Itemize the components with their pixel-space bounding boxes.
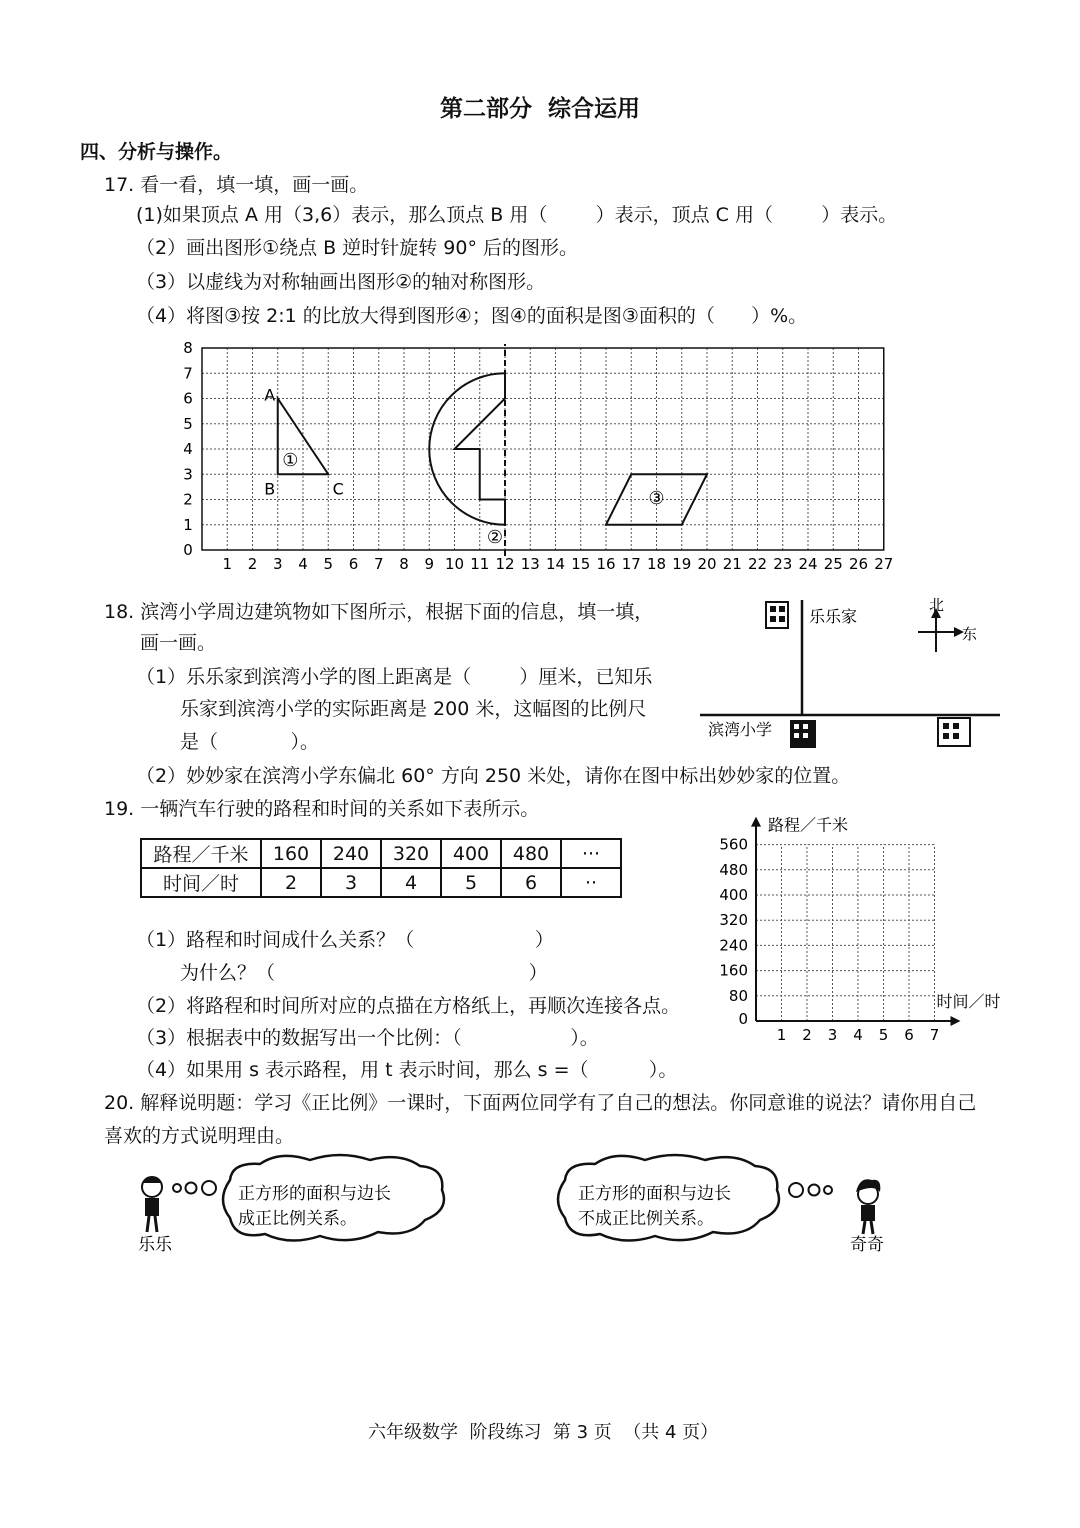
q17-part3: （3）以虚线为对称轴画出图形②的轴对称图形。 <box>136 271 546 293</box>
table-cell: ··· <box>561 839 621 868</box>
x-tick-label: 19 <box>672 555 692 573</box>
distance-time-table <box>140 838 622 898</box>
y-tick-label: 5 <box>183 414 193 433</box>
table-cell: 6 <box>501 868 561 897</box>
x-tick-label: 1 <box>222 555 233 573</box>
building-icon <box>938 718 970 746</box>
q17-part1: (1)如果顶点 A 用（3,6）表示，那么顶点 B 用（ ）表示，顶点 C 用（ ）表示。 <box>136 204 898 226</box>
q19-intro: 19. 一辆汽车行驶的路程和时间的关系如下表所示。 <box>104 798 540 820</box>
x-tick-label: 6 <box>348 555 359 573</box>
q20-line2: 喜欢的方式说明理由。 <box>104 1125 295 1147</box>
table-row <box>141 868 621 897</box>
x-tick-label: 6 <box>904 1026 914 1044</box>
left-bubble-line1: 正方形的面积与边长 <box>238 1184 391 1204</box>
y-tick-label: 7 <box>183 364 193 383</box>
q18-part1-line3: 是（ ）。 <box>180 731 319 753</box>
x-tick-label: 24 <box>798 555 818 573</box>
y-tick-label: 160 <box>719 961 748 980</box>
x-tick-label: 22 <box>747 555 768 573</box>
q19-part1-why: 为什么？（ ） <box>180 962 548 984</box>
q19-part4: （4）如果用 s 表示路程，用 t 表示时间，那么 s =（ ）。 <box>136 1059 678 1081</box>
x-tick-label: 20 <box>697 555 717 573</box>
x-tick-label: 11 <box>470 555 490 573</box>
distance-time-grid <box>710 800 1030 1050</box>
x-tick-label: 2 <box>802 1026 812 1044</box>
x-tick-label: 25 <box>823 555 843 573</box>
table-cell: 160 <box>261 839 321 868</box>
shape-1-label: ① <box>282 450 299 472</box>
q19-part3: （3）根据表中的数据写出一个比例：（ ）。 <box>136 1027 599 1049</box>
x-tick-label: 21 <box>722 555 742 573</box>
y-tick-label: 0 <box>183 541 193 559</box>
right-bubble-line2: 不成正比例关系。 <box>578 1209 714 1229</box>
page-title: 第二部分 综合运用 <box>440 96 641 122</box>
east-label: 东 <box>962 625 978 643</box>
x-tick-label: 9 <box>424 555 435 573</box>
x-tick-label: 1 <box>776 1026 787 1044</box>
location-map <box>700 590 1020 755</box>
y-tick-label: 480 <box>719 860 748 879</box>
x-tick-label: 2 <box>247 555 258 573</box>
school-building-icon <box>790 720 816 748</box>
y-tick-label: 560 <box>719 835 748 854</box>
y-tick-label: 4 <box>183 440 193 458</box>
x-tick-label: 8 <box>399 555 409 573</box>
table-cell: 480 <box>501 839 561 868</box>
x-tick-label: 15 <box>571 555 591 573</box>
q18-part1-line1: （1）乐乐家到滨湾小学的图上距离是（ ）厘米，已知乐 <box>136 666 653 688</box>
table-cell: 320 <box>381 839 441 868</box>
x-tick-label: 3 <box>827 1026 838 1044</box>
q19-part2: （2）将路程和时间所对应的点描在方格纸上，再顺次连接各点。 <box>136 995 681 1017</box>
x-axis-label: 时间／时 <box>936 992 1001 1011</box>
row-header: 时间／时 <box>141 868 261 897</box>
q17-intro: 17. 看一看，填一填，画一画。 <box>104 174 369 196</box>
q18-intro-line2: 画一画。 <box>140 632 217 654</box>
x-tick-label: 26 <box>848 555 869 573</box>
y-tick-label: 8 <box>183 339 193 357</box>
x-tick-label: 3 <box>272 555 283 573</box>
x-tick-label: 5 <box>323 555 334 573</box>
x-tick-label: 7 <box>373 555 384 573</box>
table-cell: 240 <box>321 839 381 868</box>
y-axis-arrow <box>751 817 761 827</box>
home-label: 乐乐家 <box>809 607 858 626</box>
x-tick-label: 14 <box>545 555 566 573</box>
vertex-a-label: A <box>264 385 276 405</box>
q20-line1: 20. 解释说明题：学习《正比例》一课时，下面两位同学有了自己的想法。你同意谁的说法？请你用自己 <box>104 1092 977 1114</box>
table-cell: 4 <box>381 868 441 897</box>
home-building-icon <box>766 602 788 628</box>
y-tick-label: 1 <box>183 515 193 534</box>
q18-part1-line2: 乐家到滨湾小学的实际距离是 200 米，这幅图的比例尺 <box>180 698 647 720</box>
shape-2-label: ② <box>486 527 503 549</box>
x-tick-label: 5 <box>878 1026 889 1044</box>
left-bubble-line2: 成正比例关系。 <box>238 1209 357 1229</box>
x-tick-label: 10 <box>444 555 465 573</box>
y-tick-label: 400 <box>719 886 748 904</box>
table-cell: 5 <box>441 868 501 897</box>
vertex-c-label: C <box>332 479 344 499</box>
y-tick-label: 6 <box>183 389 193 408</box>
table-cell: ·· <box>561 868 621 897</box>
compass-icon <box>918 608 964 652</box>
x-axis-arrow <box>951 1016 961 1026</box>
x-tick-label: 16 <box>596 555 616 573</box>
q17-part2: （2）画出图形①绕点 B 逆时针旋转 90° 后的图形。 <box>136 237 578 259</box>
x-tick-label: 13 <box>520 555 540 573</box>
q17-part4: （4）将图③按 2:1 的比放大得到图形④；图④的面积是图③面积的（ ）%。 <box>136 305 808 327</box>
left-student-name: 乐乐 <box>138 1235 172 1255</box>
north-label: 北 <box>929 596 945 614</box>
students-illustration <box>120 1150 920 1260</box>
x-tick-label: 4 <box>298 555 308 573</box>
x-tick-label: 12 <box>495 555 515 573</box>
page-footer: 六年级数学 阶段练习 第 3 页 （共 4 页） <box>368 1422 719 1443</box>
table-cell: 2 <box>261 868 321 897</box>
y-axis-label: 路程／千米 <box>768 815 849 835</box>
coordinate-grid <box>170 335 910 580</box>
table-cell: 400 <box>441 839 501 868</box>
table-row <box>141 839 621 868</box>
section-heading: 四、分析与操作。 <box>80 141 233 163</box>
vertex-b-label: B <box>264 479 276 499</box>
x-tick-label: 23 <box>773 555 793 573</box>
q18-part2: （2）妙妙家在滨湾小学东偏北 60° 方向 250 米处，请你在图中标出妙妙家的位置。 <box>136 765 851 787</box>
student-lele-icon <box>142 1177 162 1233</box>
x-tick-label: 7 <box>929 1026 940 1044</box>
x-tick-label: 18 <box>646 555 667 573</box>
y-tick-label: 240 <box>719 936 748 955</box>
y-tick-label: 320 <box>719 911 748 930</box>
right-student-name: 奇奇 <box>850 1235 884 1255</box>
x-tick-label: 4 <box>853 1026 863 1044</box>
student-qiqi-icon <box>856 1179 880 1234</box>
shape-2-outline <box>455 373 506 525</box>
x-tick-label: 27 <box>874 555 894 573</box>
shape-3-label: ③ <box>648 488 665 510</box>
school-label: 滨湾小学 <box>708 720 773 739</box>
row-header: 路程／千米 <box>141 839 261 868</box>
right-bubble-line1: 正方形的面积与边长 <box>578 1184 731 1204</box>
x-tick-label: 17 <box>621 555 641 573</box>
y-tick-label: 3 <box>183 465 193 484</box>
q18-intro-line1: 18. 滨湾小学周边建筑物如下图所示，根据下面的信息，填一填， <box>104 601 654 623</box>
y-tick-label: 2 <box>183 490 193 509</box>
table-cell: 3 <box>321 868 381 897</box>
y-tick-label: 80 <box>728 986 748 1005</box>
q19-part1: （1）路程和时间成什么关系？（ ） <box>136 929 554 951</box>
y-tick-label: 0 <box>738 1010 748 1028</box>
